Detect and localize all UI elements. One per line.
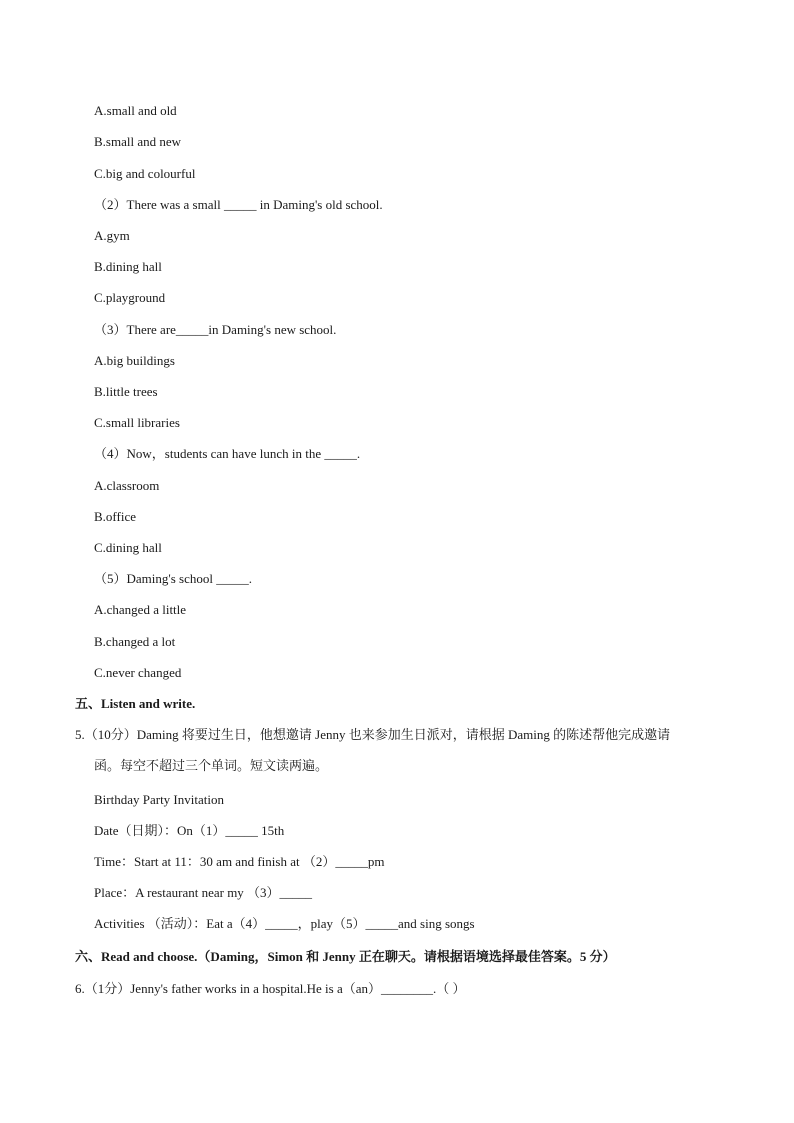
q5-invitation-title: Birthday Party Invitation (94, 792, 224, 807)
q5-intro-line2: 函。每空不超过三个单词。短文读两遍。 (94, 758, 329, 773)
q6-question: 6.（1分）Jenny's father works in a hospital.He is a（an）________.（ ） (75, 981, 466, 996)
q4-sub2-question: （2）There was a small _____ in Daming's old school. (94, 197, 383, 212)
section5-heading: 五、Listen and write. (75, 696, 196, 711)
q5-time-line: Time：Start at 11：30 am and finish at （2）_____pm (94, 854, 385, 869)
q4-sub4-option-a: A.classroom (94, 478, 160, 493)
q4-sub1-option-c: C.big and colourful (94, 166, 196, 181)
q4-sub5-option-c: C.never changed (94, 665, 182, 680)
q4-sub4-option-c: C.dining hall (94, 540, 162, 555)
q4-sub4-question: （4）Now，students can have lunch in the _____. (94, 446, 361, 461)
q4-sub1-option-b: B.small and new (94, 134, 182, 149)
q4-sub3-option-c: C.small libraries (94, 415, 180, 430)
q4-sub2-option-a: A.gym (94, 228, 130, 243)
q4-sub5-option-b: B.changed a lot (94, 634, 176, 649)
q4-sub2-option-c: C.playground (94, 290, 166, 305)
q5-intro-line1: 5.（10分）Daming 将要过生日，他想邀请 Jenny 也来参加生日派对，请根据 Daming 的陈述帮他完成邀请 (75, 727, 671, 742)
section6-heading: 六、Read and choose.（Daming，Simon 和 Jenny 正在聊天。请根据语境选择最佳答案。5 分） (75, 949, 616, 964)
q4-sub3-option-b: B.little trees (94, 384, 158, 399)
q5-activities-line: Activities （活动）：Eat a（4）_____，play（5）_____and sing songs (94, 916, 475, 931)
q4-sub5-option-a: A.changed a little (94, 602, 187, 617)
q4-sub4-option-b: B.office (94, 509, 136, 524)
q4-sub3-question: （3）There are_____in Daming's new school. (94, 322, 337, 337)
q4-sub3-option-a: A.big buildings (94, 353, 175, 368)
q5-place-line: Place：A restaurant near my （3）_____ (94, 885, 313, 900)
q4-sub1-option-a: A.small and old (94, 103, 177, 118)
q5-date-line: Date（日期）：On（1）_____ 15th (94, 823, 285, 838)
q4-sub2-option-b: B.dining hall (94, 259, 162, 274)
q4-sub5-question: （5）Daming's school _____. (94, 571, 252, 586)
